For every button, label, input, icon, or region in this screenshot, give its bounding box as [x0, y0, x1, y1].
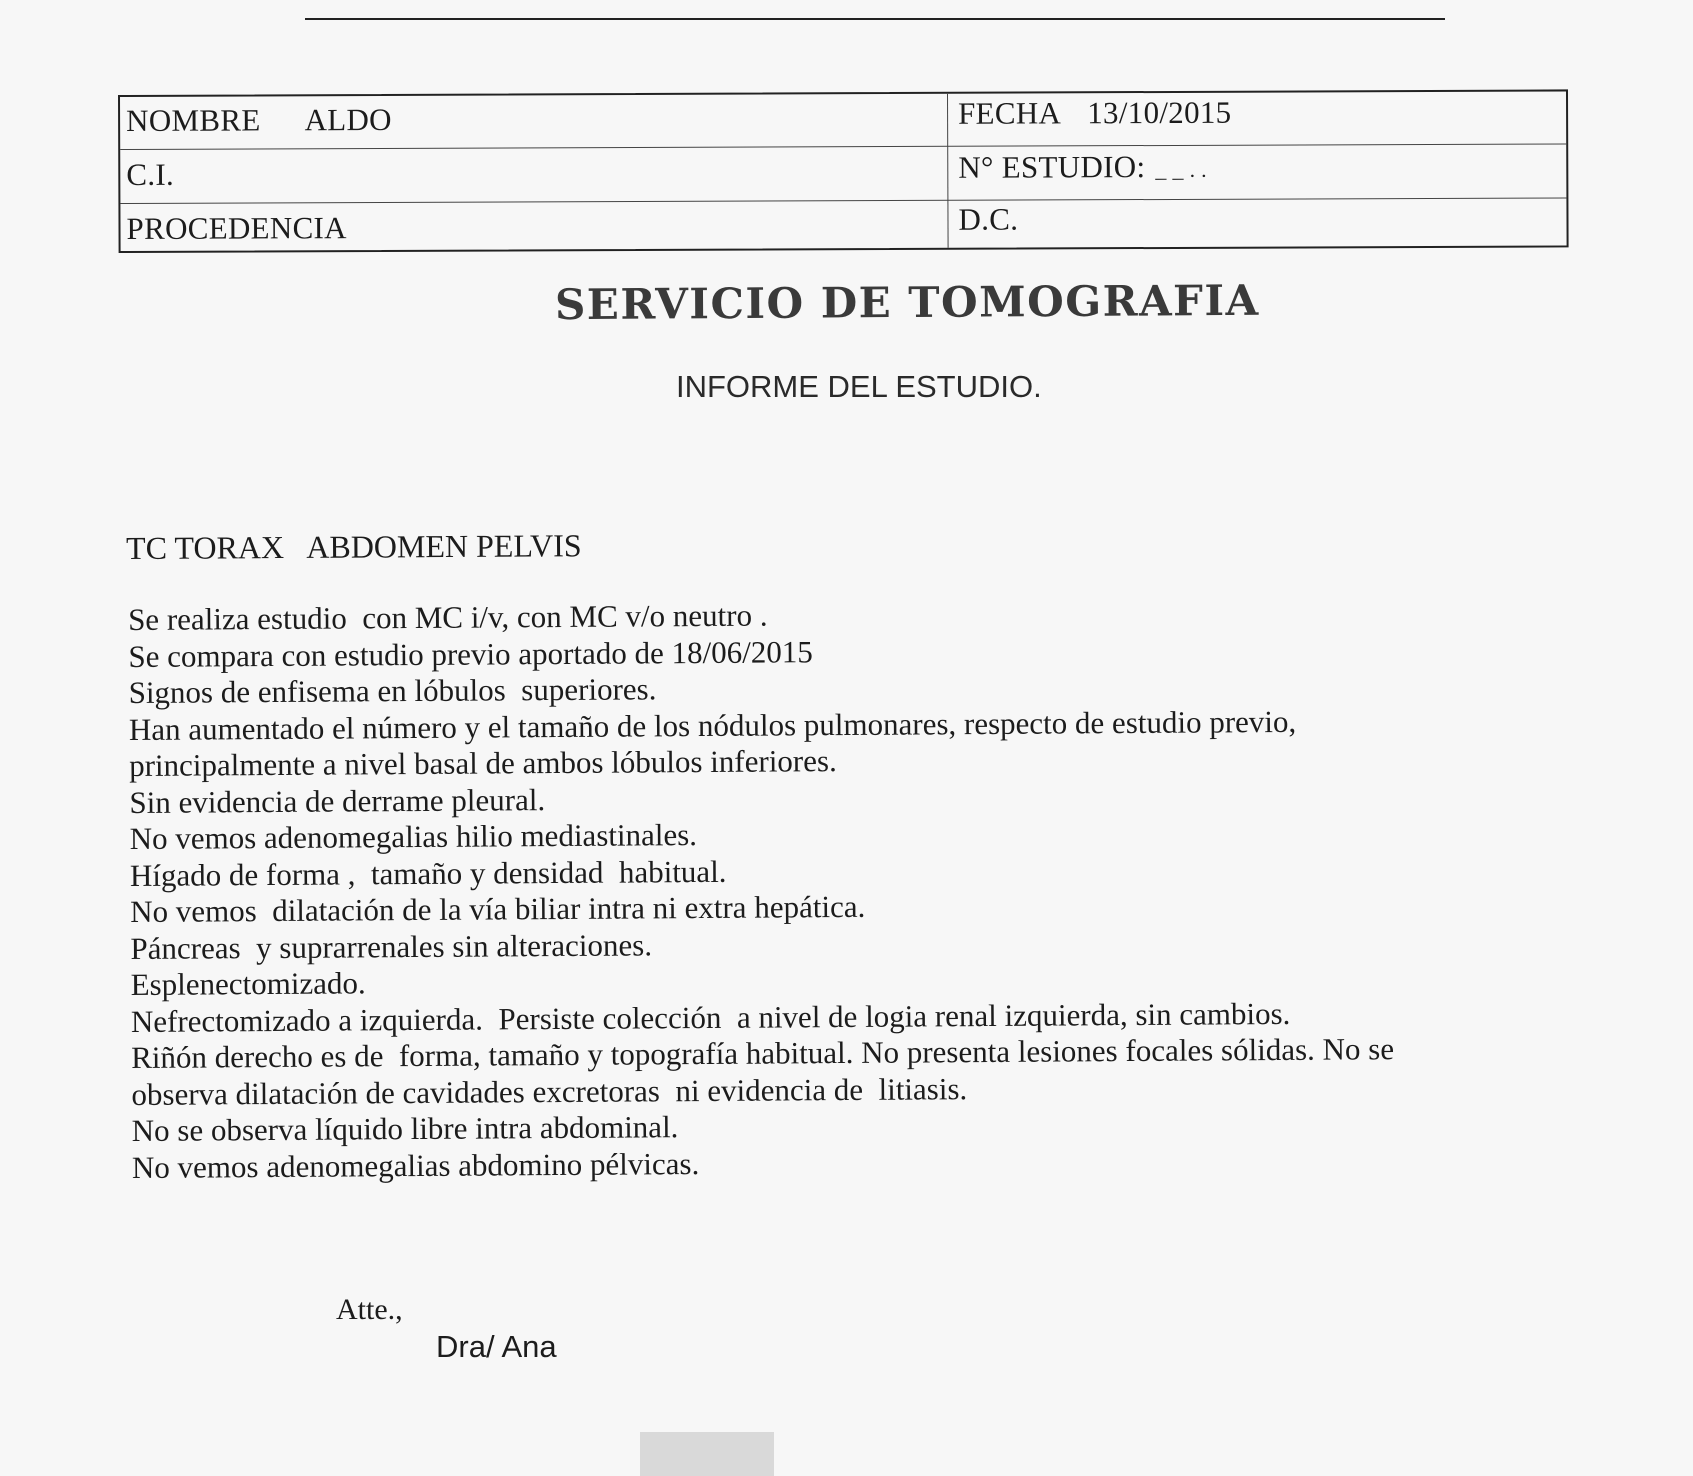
report-line: No vemos dilatación de la vía biliar intra ni extra hepática. — [130, 888, 866, 929]
fecha-label: FECHA — [958, 95, 1062, 131]
report-line: Se realiza estudio con MC i/v, con MC v/o neutro . — [128, 597, 768, 637]
nombre-cell — [126, 102, 392, 139]
report-line: Hígado de forma , tamaño y densidad habitual. — [129, 853, 727, 893]
report-body — [128, 593, 1395, 1186]
report-line: Nefrectomizado a izquierda. Persiste colección a nivel de logia renal izquierda, sin cambios. — [130, 995, 1291, 1039]
procedencia-label: PROCEDENCIA — [126, 210, 347, 246]
report-line: principalmente a nivel basal de ambos lóbulos inferiores. — [129, 743, 837, 783]
report-line: No se observa líquido libre intra abdominal. — [131, 1109, 679, 1148]
study-type: TC TORAX ABDOMEN PELVIS — [126, 527, 582, 566]
header-row-2 — [120, 143, 1566, 204]
header-row-1 — [120, 91, 1566, 150]
nombre-value: ALDO — [304, 101, 392, 138]
report-line: observa dilatación de cavidades excretoras ni evidencia de litiasis. — [131, 1070, 968, 1112]
fecha-cell — [958, 95, 1232, 132]
procedencia-cell — [126, 210, 346, 247]
report-line: No vemos adenomegalias hilio mediastinales. — [129, 817, 698, 856]
page-subtitle: INFORME DEL ESTUDIO. — [676, 369, 1042, 404]
closing: Atte., — [336, 1293, 403, 1326]
report-line: Riñón derecho es de forma, tamaño y topografía habitual. No presenta lesiones focales sólidas. No se — [131, 1031, 1395, 1075]
report-line: Páncreas y suprarrenales sin alteraciones. — [130, 926, 653, 966]
signature: Dra/ Ana — [436, 1329, 557, 1364]
top-rule — [305, 18, 1445, 20]
fecha-value: 13/10/2015 — [1087, 94, 1232, 131]
report-line: Han aumentado el número y el tamaño de los nódulos pulmonares, respecto de estudio previo, — [128, 703, 1297, 747]
nombre-label: NOMBRE — [126, 102, 261, 138]
report-line: Esplenectomizado. — [130, 965, 366, 1002]
patient-header-table — [118, 89, 1569, 253]
header-row-3 — [120, 197, 1566, 253]
scan-smudge — [640, 1432, 774, 1476]
report-line: Se compara con estudio previo aportado de 18/06/2015 — [128, 633, 813, 674]
estudio-cell — [958, 149, 1207, 186]
ci-cell — [126, 157, 174, 193]
report-line: No vemos adenomegalias abdomino pélvicas. — [131, 1145, 700, 1185]
dc-cell — [958, 202, 1018, 238]
report-line: Signos de enfisema en lóbulos superiores. — [128, 671, 657, 710]
dc-label: D.C. — [958, 201, 1019, 237]
report-line: Sin evidencia de derrame pleural. — [129, 781, 546, 820]
estudio-label: N° ESTUDIO: — [958, 149, 1146, 185]
ci-label: C.I. — [126, 156, 175, 192]
estudio-value: _ _ . . — [1155, 156, 1207, 183]
page-title: SERVICIO DE TOMOGRAFIA — [554, 275, 1260, 330]
